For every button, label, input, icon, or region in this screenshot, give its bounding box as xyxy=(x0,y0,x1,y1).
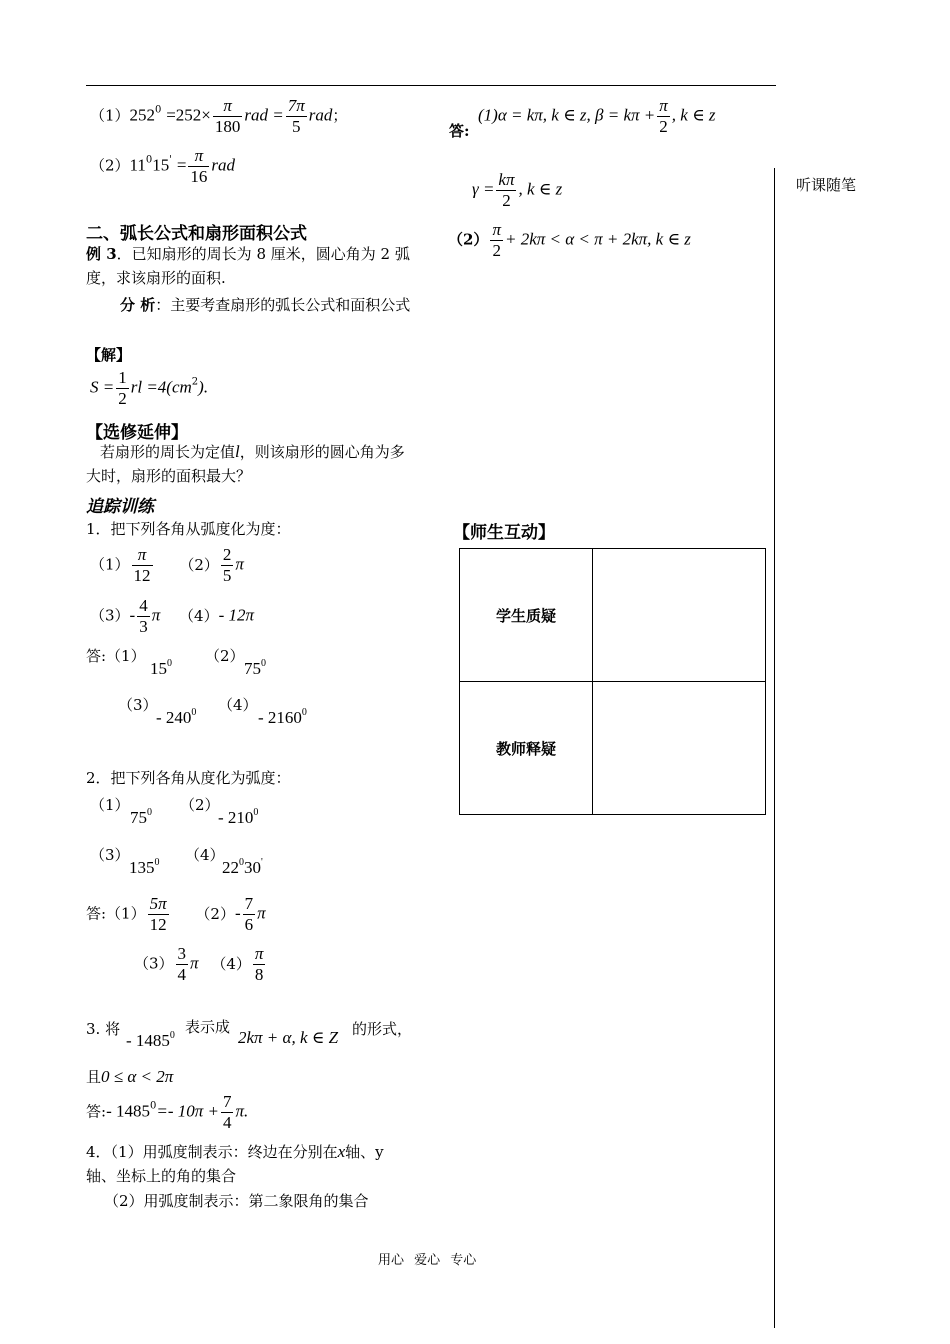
question-1: 1．把下列各角从弧度化为度： xyxy=(86,520,291,538)
q2-item-4-label: （4） xyxy=(185,846,225,864)
example-3: 例 3．已知扇形的周长为 8 厘米，圆心角为 2 弧度，求该扇形的面积. xyxy=(86,245,410,287)
q2-item-1: $75^0$ xyxy=(130,807,152,827)
q1-answer-2: $75^0$ xyxy=(244,658,266,678)
q3-form: 2kπ + α, k ∈ Z xyxy=(238,1028,339,1047)
footer-text: 用心 爱心 专心 xyxy=(378,1253,477,1268)
q2-answers-row-2: （3） $\frac{3}{4}$ π （4） $\frac{\pi}{8}$ xyxy=(134,944,264,984)
q2-item-4: $22^030'$ xyxy=(222,857,263,877)
section-heading: 二、弧长公式和扇形面积公式 xyxy=(86,224,307,244)
tracking-heading: 追踪训练 xyxy=(86,497,154,517)
q1-items-row-2: （3）- $\frac{4}{3}$ π （4）- 12π xyxy=(90,596,255,636)
q1-items-row-1: （1） $\frac{\pi}{12}$ （2） $\frac{2}{5}$ π xyxy=(90,545,244,585)
q2-item-3-label: （3） xyxy=(90,846,130,864)
q2-item-1-label: （1） xyxy=(90,796,130,814)
q2-item-2: - $210^0$ xyxy=(218,807,259,827)
conversion-line-2: $(2)11^015'$ = $\frac{\pi}{16}$ rad xyxy=(90,146,236,186)
right-answer-gamma: γ = $\frac{k\pi}{2}$ , k ∈ z xyxy=(472,170,563,210)
q3-angle: - 1485$^0$ xyxy=(126,1030,175,1050)
teacher-answer-label: 教师释疑 xyxy=(460,682,593,815)
extension-heading: 【选修延伸】 xyxy=(86,423,188,443)
conversion-line-1: $(1)252^0 =252\times$ $\frac{\pi}{180}$ rad = $\frac{7\pi}{5}$ rad； xyxy=(90,96,348,136)
question-4-part-1: 4．（1）用弧度制表示：终边在分别在x轴、y 轴、坐标上的角的集合 xyxy=(86,1142,384,1185)
right-answer-2: （2） $\frac{\pi}{2}$ + 2kπ < α < π + 2kπ, k ∈ z xyxy=(448,220,691,260)
q1-answer-3: - $240^0$ xyxy=(156,707,197,727)
student-question-label: 学生质疑 xyxy=(460,549,593,682)
q1-answer-3-label: （3） xyxy=(118,696,158,714)
q1-answer-4: - 2160$^0$ xyxy=(258,707,307,727)
q1-answer-2-label: （2） xyxy=(205,647,245,665)
interaction-heading: 【师生互动】 xyxy=(453,523,555,543)
q3-text-a: 3. 将 xyxy=(86,1020,121,1038)
question-4-part-2: （2）用弧度制表示：第二象限角的集合 xyxy=(104,1192,369,1210)
q2-item-2-label: （2） xyxy=(180,796,220,814)
right-answer-1: (1)α = kπ, k ∈ z, β = kπ + $\frac{\pi}{2}$ , k ∈ z xyxy=(478,96,716,136)
q2-item-3: $135^0$ xyxy=(129,857,160,877)
q3-text-b: 表示成 xyxy=(185,1018,231,1036)
right-answer-label: 答: xyxy=(449,122,470,140)
q3-answer: 答:- $1485^0=-$ 10π + $\frac{7}{4}$ π. xyxy=(86,1092,249,1132)
top-rule xyxy=(86,85,776,86)
margin-rule xyxy=(774,168,775,1328)
question-2: 2．把下列各角从度化为弧度： xyxy=(86,769,291,787)
q1-answer-4-label: （4） xyxy=(218,696,258,714)
q1-answer-label: 答:（1） xyxy=(86,647,146,665)
q3-condition: 且0 ≤ α < 2π xyxy=(86,1067,174,1086)
extension-text: 若扇形的周长为定值l，则该扇形的圆心角为多大时，扇形的面积最大？ xyxy=(86,442,405,485)
sidebar-note: 听课随笔 xyxy=(796,176,857,194)
interaction-table xyxy=(459,548,766,815)
teacher-answer-cell[interactable] xyxy=(593,682,766,815)
example-3-analysis: 分 析：主要考查扇形的弧长公式和面积公式 xyxy=(120,296,411,314)
area-formula: S = $\frac{1}{2}$ rl $=4(cm^2)$. xyxy=(90,368,209,408)
q2-answers-row-1: 答:（1） $\frac{5\pi}{12}$ （2）- $\frac{7}{6}$ π xyxy=(86,894,266,934)
q3-text-c: 的形式， xyxy=(352,1020,413,1038)
solution-label: 【解】 xyxy=(86,346,132,364)
student-question-cell[interactable] xyxy=(593,549,766,682)
q1-answer-1: $15^0$ xyxy=(150,658,172,678)
